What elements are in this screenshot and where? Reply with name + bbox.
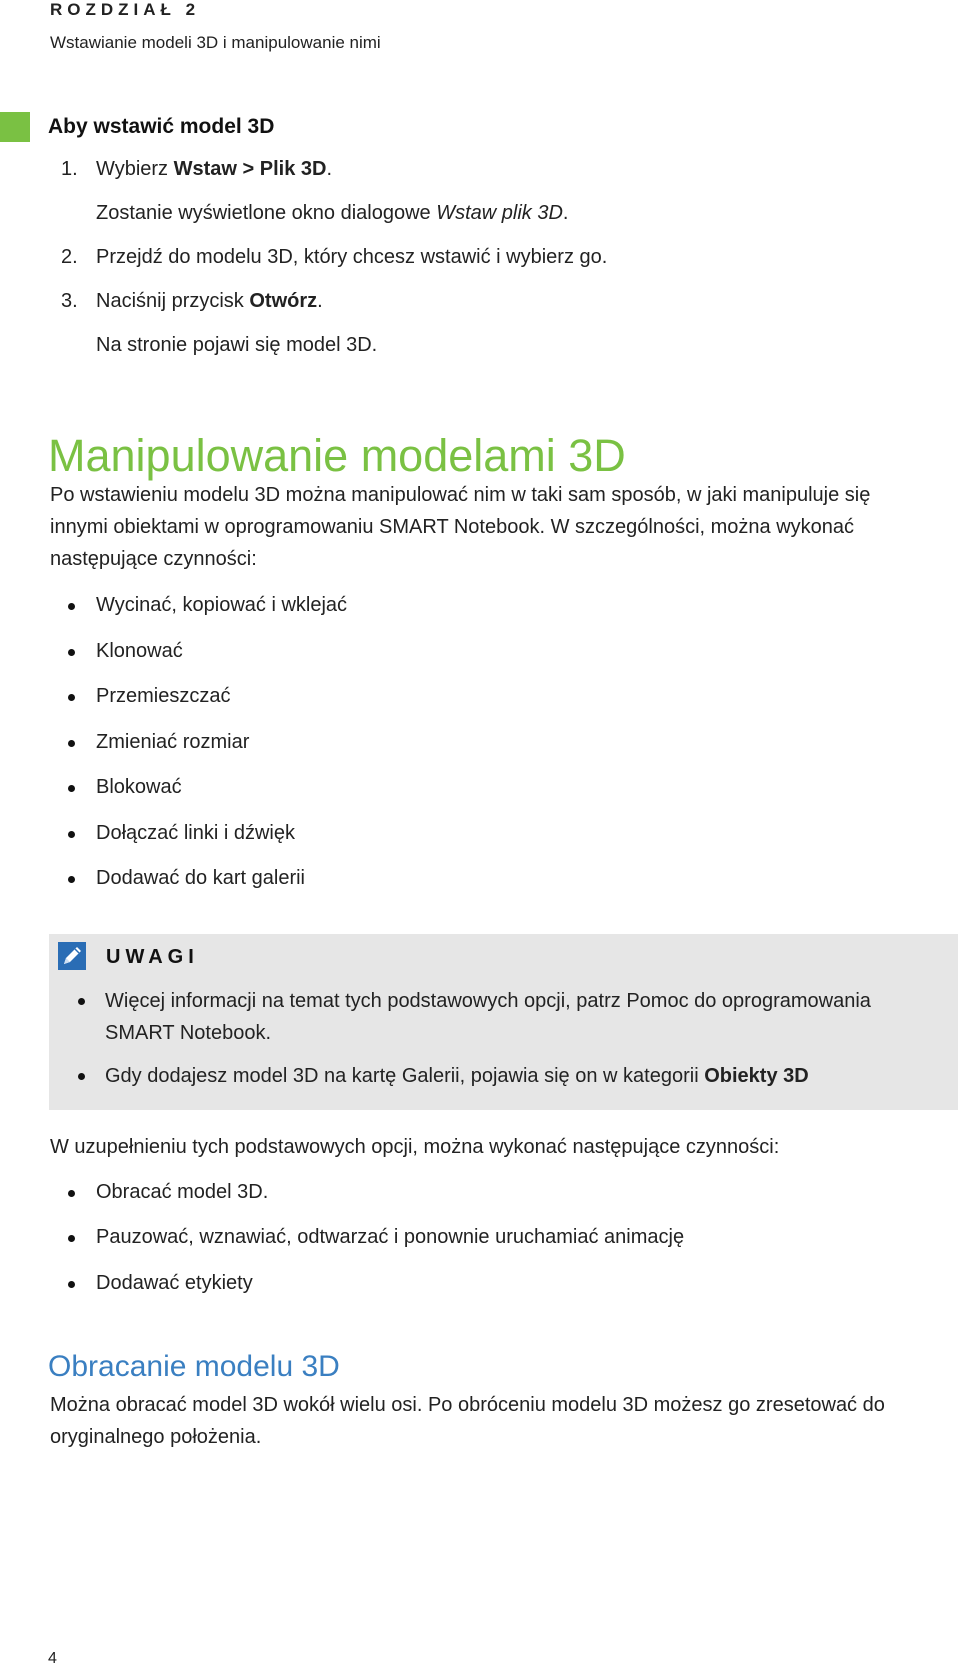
note-item: Więcej informacji na temat tych podstawowych opcji, patrz Pomoc do oprogramowania SMART Notebook. xyxy=(78,985,938,1049)
subsection-heading: Obracanie modelu 3D xyxy=(48,1350,340,1383)
step-number: 1. xyxy=(61,158,78,180)
step-1-result: Zostanie wyświetlone okno dialogowe Wstaw plik 3D. xyxy=(96,202,569,224)
page-number: 4 xyxy=(48,1650,57,1667)
bullet-icon xyxy=(78,998,85,1005)
step-1 xyxy=(61,158,761,188)
chapter-title: Wstawianie modeli 3D i manipulowanie nimi xyxy=(50,33,381,52)
step-text: Wybierz Wstaw > Plik 3D. xyxy=(96,158,333,180)
section-heading: Manipulowanie modelami 3D xyxy=(48,430,626,481)
note-item: Gdy dodajesz model 3D na kartę Galerii, pojawia się on w kategorii Obiekty 3D xyxy=(78,1060,938,1092)
pencil-note-icon xyxy=(58,942,86,970)
bullet-icon xyxy=(68,649,75,656)
bullet-icon xyxy=(68,876,75,883)
bullet-icon xyxy=(68,1281,75,1288)
subsection-text: Można obracać model 3D wokół wielu osi. Po obróceniu modelu 3D możesz go zresetować do oryginalnego położenia. xyxy=(50,1394,885,1448)
step-3-result: Na stronie pojawi się model 3D. xyxy=(96,334,378,356)
step-2 xyxy=(61,246,761,276)
bullet-icon xyxy=(68,785,75,792)
step-number: 3. xyxy=(61,290,78,312)
section-intro: Po wstawieniu modelu 3D można manipulować nim w taki sam sposób, w jaki manipuluje się innymi obiektami w oprogramowaniu SMART Notebook. W szczególności, można wykonać następujące czynności: xyxy=(50,484,871,570)
bullet-icon xyxy=(68,694,75,701)
bullet-icon xyxy=(68,740,75,747)
step-text: Przejdź do modelu 3D, który chcesz wstawić i wybierz go. xyxy=(96,246,608,268)
bullet-icon xyxy=(68,1235,75,1242)
bullet-icon xyxy=(68,831,75,838)
step-number: 2. xyxy=(61,246,78,268)
procedure-marker-icon xyxy=(0,112,30,142)
bullet-icon xyxy=(78,1073,85,1080)
step-text: Naciśnij przycisk Otwórz. xyxy=(96,290,323,312)
note-title: UWAGI xyxy=(106,946,199,968)
procedure-title: Aby wstawić model 3D xyxy=(48,115,275,138)
additional-intro: W uzupełnieniu tych podstawowych opcji, można wykonać następujące czynności: xyxy=(50,1136,780,1158)
bullet-icon xyxy=(68,1190,75,1197)
step-3 xyxy=(61,290,761,320)
chapter-label: ROZDZIAŁ 2 xyxy=(50,0,201,19)
bullet-icon xyxy=(68,603,75,610)
